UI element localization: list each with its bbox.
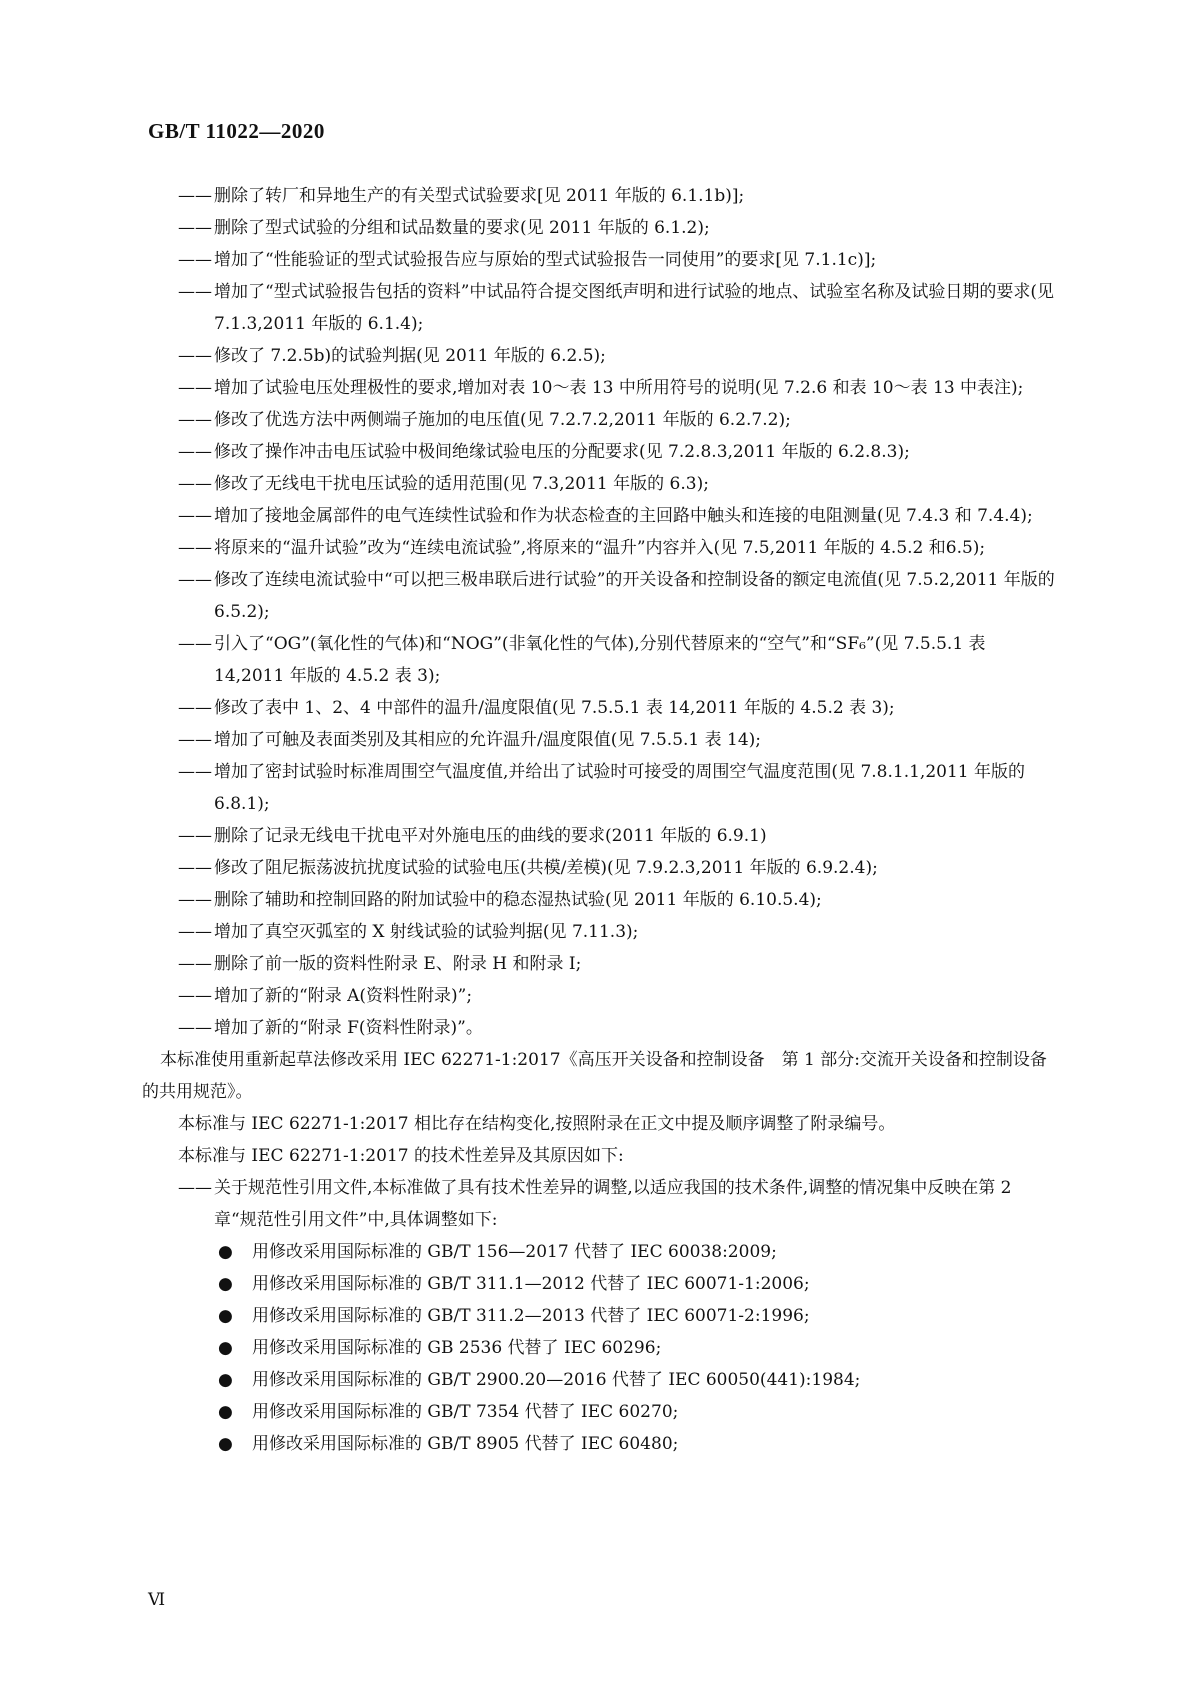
bullet-dot-icon: ●	[218, 1370, 233, 1390]
list-item-text: 增加了“性能验证的型式试验报告应与原始的型式试验报告一同使用”的要求[见 7.1.1c)];	[214, 250, 877, 270]
list-item-text: 增加了“型式试验报告包括的资料”中试品符合提交图纸声明和进行试验的地点、试验室名称及试验日期的要求(见 7.1.3,2011 年版的 6.1.4);	[214, 282, 1055, 334]
bullet-dot-icon: ●	[218, 1434, 233, 1454]
bullet-dot-icon: ●	[218, 1274, 233, 1294]
dash-marker: ——	[178, 474, 212, 494]
changes-list	[178, 180, 1058, 1044]
dash-marker: ——	[178, 954, 212, 974]
dash-marker: ——	[178, 986, 212, 1006]
list-item-text: 关于规范性引用文件,本标准做了具有技术性差异的调整,以适应我国的技术条件,调整的情况集中反映在第 2 章“规范性引用文件”中,具体调整如下:	[214, 1178, 1012, 1230]
document-code: GB/T 11022—2020	[148, 119, 325, 143]
dash-marker: ——	[178, 730, 212, 750]
bullet-text: 用修改采用国际标准的 GB/T 311.2—2013 代替了 IEC 60071-2:1996;	[252, 1306, 810, 1326]
dash-marker: ——	[178, 378, 212, 398]
dash-marker: ——	[178, 762, 212, 782]
page-number: Ⅵ	[148, 1590, 166, 1609]
list-item	[178, 436, 1058, 468]
paragraph-structure: 本标准与 IEC 62271-1:2017 相比存在结构变化,按照附录在正文中提及顺序调整了附录编号。	[178, 1114, 896, 1134]
bullet-text: 用修改采用国际标准的 GB/T 156—2017 代替了 IEC 60038:2009;	[252, 1242, 777, 1262]
list-item-text: 修改了表中 1、2、4 中部件的温升/温度限值(见 7.5.5.1 表 14,2011 年版的 4.5.2 表 3);	[214, 698, 895, 718]
list-item-text: 增加了接地金属部件的电气连续性试验和作为状态检查的主回路中触头和连接的电阻测量(见 7.4.3 和 7.4.4);	[214, 506, 1033, 526]
dash-marker: ——	[178, 218, 212, 238]
list-item	[178, 212, 1058, 244]
dash-marker: ——	[178, 634, 212, 654]
list-item-text: 增加了密封试验时标准周围空气温度值,并给出了试验时可接受的周围空气温度范围(见 7.8.1.1,2011 年版的 6.8.1);	[214, 762, 1025, 814]
dash-marker: ——	[178, 346, 212, 366]
list-item	[178, 916, 1058, 948]
list-item	[178, 852, 1058, 884]
bullet-text: 用修改采用国际标准的 GB/T 311.1—2012 代替了 IEC 60071-1:2006;	[252, 1274, 810, 1294]
paragraph-differences: 本标准与 IEC 62271-1:2017 的技术性差异及其原因如下:	[178, 1146, 624, 1166]
list-item	[178, 820, 1058, 852]
list-item-text: 删除了型式试验的分组和试品数量的要求(见 2011 年版的 6.1.2);	[214, 218, 710, 238]
list-item	[178, 276, 1058, 340]
bullet-item	[214, 1396, 1058, 1428]
page-content	[142, 180, 1058, 1460]
list-item	[178, 404, 1058, 436]
list-item-text: 删除了转厂和异地生产的有关型式试验要求[见 2011 年版的 6.1.1b)];	[214, 186, 745, 206]
bullet-item	[214, 1428, 1058, 1460]
dash-marker: ——	[178, 826, 212, 846]
list-item	[178, 628, 1058, 692]
dash-marker: ——	[178, 1018, 212, 1038]
dash-marker: ——	[178, 698, 212, 718]
dash-marker: ——	[178, 858, 212, 878]
bullet-dot-icon: ●	[218, 1338, 233, 1358]
bullet-item	[214, 1364, 1058, 1396]
list-item-text: 修改了 7.2.5b)的试验判据(见 2011 年版的 6.2.5);	[214, 346, 606, 366]
paragraph-text-span: 本标准使用重新起草法修改采用 IEC 62271-1:2017《高压开关设备和控制设备 第 1 部分:交流开关设备和控制设备的共用规范》。	[142, 1050, 1047, 1102]
dash-marker: ——	[178, 282, 212, 302]
bullet-dot-icon: ●	[218, 1242, 233, 1262]
list-item-text: 将原来的“温升试验”改为“连续电流试验”,将原来的“温升”内容并入(见 7.5,2011 年版的 4.5.2 和6.5);	[214, 538, 986, 558]
dash-marker: ——	[178, 1178, 212, 1198]
list-item	[178, 532, 1058, 564]
list-item-text: 引入了“OG”(氧化性的气体)和“NOG”(非氧化性的气体),分别代替原来的“空气”和“SF₆”(见 7.5.5.1 表 14,2011 年版的 4.5.2 表 3);	[214, 634, 986, 686]
list-item-text: 修改了无线电干扰电压试验的适用范围(见 7.3,2011 年版的 6.3);	[214, 474, 709, 494]
dash-marker: ——	[178, 186, 212, 206]
bullet-item	[214, 1236, 1058, 1268]
list-item-text: 删除了前一版的资料性附录 E、附录 H 和附录 I;	[214, 954, 582, 974]
list-item	[178, 1012, 1058, 1044]
list-item-text: 增加了试验电压处理极性的要求,增加对表 10～表 13 中所用符号的说明(见 7.2.6 和表 10～表 13 中表注);	[214, 378, 1024, 398]
dash-marker: ——	[178, 250, 212, 270]
list-item	[178, 884, 1058, 916]
list-item	[178, 692, 1058, 724]
list-item	[178, 340, 1058, 372]
list-item-text: 增加了新的“附录 A(资料性附录)”;	[214, 986, 473, 1006]
paragraph-text	[142, 1044, 1058, 1108]
paragraph-adoption	[142, 1044, 1058, 1108]
bullet-item	[214, 1268, 1058, 1300]
list-item-text: 增加了新的“附录 F(资料性附录)”。	[214, 1018, 483, 1038]
dash-marker: ——	[178, 506, 212, 526]
dash-marker: ——	[178, 922, 212, 942]
list-item-text: 修改了阻尼振荡波抗扰度试验的试验电压(共模/差模)(见 7.9.2.3,2011 年版的 6.9.2.4);	[214, 858, 878, 878]
bullet-item	[214, 1332, 1058, 1364]
list-item-text: 删除了辅助和控制回路的附加试验中的稳态湿热试验(见 2011 年版的 6.10.5.4);	[214, 890, 822, 910]
bullet-text: 用修改采用国际标准的 GB/T 8905 代替了 IEC 60480;	[252, 1434, 679, 1454]
list-item	[178, 564, 1058, 628]
list-item	[178, 756, 1058, 820]
dash-marker: ——	[178, 442, 212, 462]
dash-marker: ——	[178, 538, 212, 558]
list-item	[178, 980, 1058, 1012]
bullet-list	[178, 1236, 1058, 1460]
list-item-text: 修改了操作冲击电压试验中极间绝缘试验电压的分配要求(见 7.2.8.3,2011 年版的 6.2.8.3);	[214, 442, 910, 462]
bullet-text: 用修改采用国际标准的 GB/T 2900.20—2016 代替了 IEC 60050(441):1984;	[252, 1370, 861, 1390]
list-item-text: 修改了优选方法中两侧端子施加的电压值(见 7.2.7.2,2011 年版的 6.2.7.2);	[214, 410, 791, 430]
bullet-dot-icon: ●	[218, 1306, 233, 1326]
list-item-text: 修改了连续电流试验中“可以把三极串联后进行试验”的开关设备和控制设备的额定电流值(见 7.5.2,2011 年版的 6.5.2);	[214, 570, 1055, 622]
bullet-item	[214, 1300, 1058, 1332]
list-item-text: 增加了真空灭弧室的 X 射线试验的试验判据(见 7.11.3);	[214, 922, 639, 942]
bullet-text: 用修改采用国际标准的 GB/T 7354 代替了 IEC 60270;	[252, 1402, 679, 1422]
list-item	[178, 180, 1058, 212]
list-item	[178, 724, 1058, 756]
list-item	[178, 500, 1058, 532]
dash-marker: ——	[178, 890, 212, 910]
dash-marker: ——	[178, 570, 212, 590]
list-item	[178, 244, 1058, 276]
list-item-text: 增加了可触及表面类别及其相应的允许温升/温度限值(见 7.5.5.1 表 14);	[214, 730, 762, 750]
list-item	[178, 948, 1058, 980]
list-item	[178, 468, 1058, 500]
bullet-text: 用修改采用国际标准的 GB 2536 代替了 IEC 60296;	[252, 1338, 662, 1358]
list-item-text: 删除了记录无线电干扰电平对外施电压的曲线的要求(2011 年版的 6.9.1)	[214, 826, 767, 846]
dash-marker: ——	[178, 410, 212, 430]
list-item	[178, 372, 1058, 404]
list-item	[178, 1172, 1058, 1236]
bullet-dot-icon: ●	[218, 1402, 233, 1422]
